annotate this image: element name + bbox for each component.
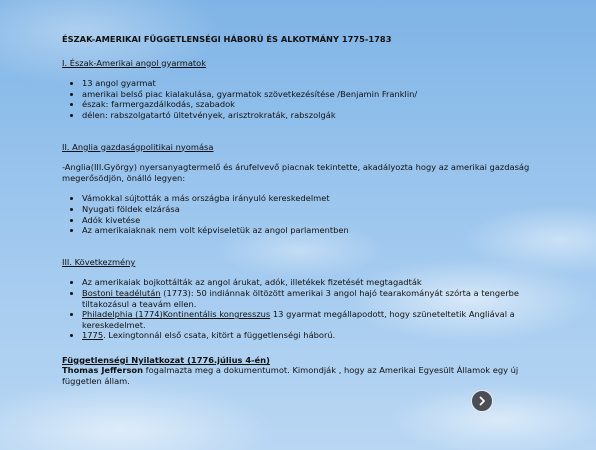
list-item-text: (1773): 50 indiánnak öltözött amerikai 3 angol hajó tearakományát szórta a tengerbe tiltakozásul a teavám ellen. [82, 287, 520, 309]
list-item: • Adók kivetése [82, 215, 532, 226]
boston-tea-party-link[interactable]: Bostoni teadélután [82, 287, 161, 298]
declaration-body: fogalmazta meg a dokumentumot. Kimondják , hogy az Amerikai Egyesült Államok egy új független állam. [62, 365, 519, 387]
list-item [82, 330, 532, 341]
list-item-text: . Lexingtonnál első csata, kitört a függetlenségi háború. [103, 330, 336, 341]
list-item: • Az amerikaiaknak nem volt képviseletük az angol parlamentben [82, 225, 532, 236]
list-item: • délen: rabszolgatartó ültetvények, arisztrokraták, rabszolgák [82, 110, 532, 121]
section2-heading: II. Anglia gazdaságpolitikai nyomása [62, 141, 214, 152]
declaration-author: Thomas Jefferson [62, 365, 144, 376]
section2-intro: -Anglia(III.György) nyersanyagtermelő és árufelvevő piacnak tekintette, akadályozta hogy az amerikai gazdaság megerősödjön, önálló legyen: [62, 162, 530, 183]
declaration-text [62, 365, 532, 386]
list-item: • észak: farmergazdálkodás, szabadok [82, 99, 532, 110]
section1-heading: I. Észak-Amerikai angol gyarmatok [62, 57, 207, 68]
list-item: • amerikai belső piac kialakulása, gyarmatok szövetkezésítése /Benjamin Franklin/ [82, 89, 532, 100]
chevron-right-icon [477, 396, 487, 406]
list-item: • 13 angol gyarmat [82, 78, 532, 89]
philadelphia-link[interactable]: Philadelphia (1774) [82, 309, 163, 320]
list-item: • Vámokkal sújtották a más országba irányuló kereskedelmet [82, 193, 532, 204]
slide-content [62, 34, 532, 387]
slide-title: ÉSZAK-AMERIKAI FÜGGETLENSÉGI HÁBORÚ ÉS ALKOTMÁNY 1775-1783 [62, 34, 392, 44]
year-1775-link[interactable]: 1775 [82, 330, 104, 341]
list-item [82, 288, 532, 309]
next-slide-button[interactable] [471, 390, 493, 412]
section1-list [62, 78, 532, 120]
list-item [82, 309, 532, 330]
declaration-heading: Függetlenségi Nyilatkozat (1776.július 4-én) [62, 354, 270, 365]
section2-list [62, 193, 532, 235]
section3-list [62, 277, 532, 341]
continental-congress-link[interactable]: Kontinentális kongresszus [162, 309, 271, 320]
list-item-text: 13 gyarmat megállapodott, hogy szüneteltetik Angliával a kereskedelmet. [82, 309, 515, 330]
list-item: • Nyugati földek elzárása [82, 204, 532, 215]
list-item: • Az amerikaiak bojkottálták az angol árukat, adók, illetékek fizetését megtagadták [82, 277, 532, 288]
section3-heading: III. Következmény [62, 256, 136, 267]
